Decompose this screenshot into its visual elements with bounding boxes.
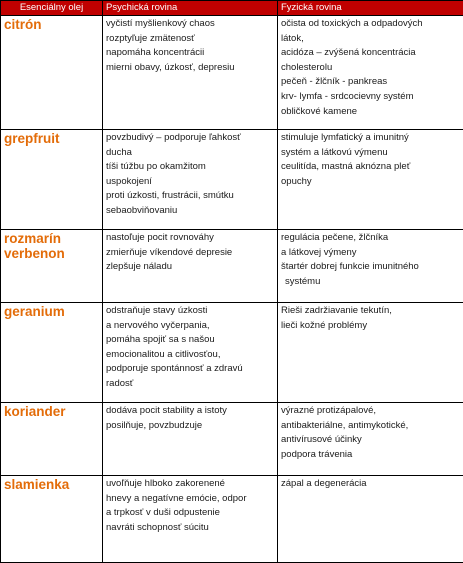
psychic-line: sebaobviňovaniu	[106, 204, 178, 216]
oil-name: geranium	[4, 304, 65, 319]
header-psychic: Psychická rovina	[103, 1, 278, 16]
psychic-cell	[103, 16, 278, 130]
psychic-cell	[103, 130, 278, 230]
physical-line: Rieši zadržiavanie tekutín,	[281, 305, 392, 316]
physical-line: zápal a degenerácia	[281, 478, 367, 489]
physical-line: podpora trávenia	[281, 448, 353, 460]
physical-line: cholesterolu	[281, 61, 333, 73]
psychic-line: hnevy a negatívne emócie, odpor	[106, 492, 247, 504]
psychic-cell	[103, 303, 278, 403]
table-row	[1, 476, 463, 563]
physical-line: lieči kožné problémy	[281, 319, 368, 331]
physical-line: ceulitída, mastná aknózna pleť	[281, 161, 411, 173]
physical-cell	[278, 303, 463, 403]
psychic-line: povzbudivý – podporuje ľahkosť	[106, 132, 241, 143]
physical-cell	[278, 230, 463, 303]
psychic-line: nastoľuje pocit rovnováhy	[106, 232, 214, 243]
oil-name: koriander	[4, 404, 66, 419]
table-row	[1, 16, 463, 130]
table-row	[1, 303, 463, 403]
physical-line: pečeň - žlčník - pankreas	[281, 76, 388, 88]
table-row	[1, 130, 463, 230]
table-row	[1, 230, 463, 303]
psychic-line: a trpkosť v duši odpustenie	[106, 507, 220, 519]
header-physical: Fyzická rovina	[278, 1, 463, 16]
physical-line: výrazné protizápalové,	[281, 405, 377, 416]
physical-line: látok,	[281, 32, 304, 44]
psychic-line: navráti schopnosť súcitu	[106, 521, 209, 533]
psychic-line: tíši túžbu po okamžitom	[106, 161, 206, 173]
psychic-line: zlepšuje náladu	[106, 261, 173, 273]
oil-name: grepfruit	[4, 131, 60, 146]
psychic-line: podporuje spontánnosť a zdravú	[106, 363, 243, 375]
header-row	[1, 1, 463, 16]
psychic-line: a nervového vyčerpania,	[106, 319, 210, 331]
oil-name: slamienka	[4, 477, 70, 492]
oil-name: rozmarín	[4, 231, 62, 246]
physical-cell	[278, 403, 463, 476]
psychic-cell	[103, 403, 278, 476]
psychic-line: uvoľňuje hlboko zakorenené	[106, 478, 225, 489]
oil-name-second-line: verbenon	[4, 246, 65, 261]
table-header	[1, 1, 463, 16]
physical-line: antibakteriálne, antimykotické,	[281, 419, 409, 431]
physical-cell	[278, 476, 463, 563]
psychic-line: zmierňuje víkendové depresie	[106, 246, 233, 258]
oil-cell	[1, 230, 103, 303]
oil-cell	[1, 476, 103, 563]
physical-line: systému	[285, 275, 321, 287]
psychic-line: napomáha koncentrácii	[106, 47, 205, 59]
psychic-line: dodáva pocit stability a istoty	[106, 405, 227, 416]
psychic-line: mierni obavy, úzkosť, depresiu	[106, 61, 235, 73]
psychic-line: ducha	[106, 146, 132, 158]
psychic-line: pomáha spojiť sa s našou	[106, 334, 215, 346]
table-row	[1, 403, 463, 476]
physical-line: krv- lymfa - srdcocievny systém	[281, 90, 414, 102]
physical-line: obličkové kamene	[281, 105, 358, 117]
table-body	[1, 16, 463, 563]
header-oil: Esenciálny olej	[1, 1, 103, 16]
physical-line: opuchy	[281, 175, 312, 187]
physical-line: antivírusové účinky	[281, 434, 362, 446]
psychic-cell	[103, 230, 278, 303]
psychic-line: posilňuje, povzbudzuje	[106, 419, 203, 431]
physical-line: regulácia pečene, žlčníka	[281, 232, 389, 243]
oil-name: citrón	[4, 17, 42, 32]
physical-line: štartér dobrej funkcie imunitného	[281, 261, 419, 273]
physical-line: a látkovej výmeny	[281, 246, 357, 258]
oil-cell	[1, 303, 103, 403]
psychic-line: rozptyľuje zmätenosť	[106, 32, 195, 44]
oil-cell	[1, 130, 103, 230]
psychic-line: odstraňuje stavy úzkosti	[106, 305, 208, 316]
physical-line: očista od toxických a odpadových	[281, 18, 423, 29]
oil-cell	[1, 403, 103, 476]
psychic-line: uspokojení	[106, 175, 152, 187]
physical-cell	[278, 130, 463, 230]
psychic-line: emocionalitou a citlivosťou,	[106, 348, 221, 360]
psychic-line: proti úzkosti, frustrácii, smútku	[106, 190, 234, 202]
psychic-line: radosť	[106, 377, 134, 389]
psychic-cell	[103, 476, 278, 563]
physical-cell	[278, 16, 463, 130]
physical-line: stimuluje lymfatický a imunitný	[281, 132, 409, 143]
psychic-line: vyčistí myšlienkový chaos	[106, 18, 215, 29]
oil-cell	[1, 16, 103, 130]
physical-line: systém a látkovú výmenu	[281, 146, 388, 158]
physical-line: acidóza – zvýšená koncentrácia	[281, 47, 416, 59]
